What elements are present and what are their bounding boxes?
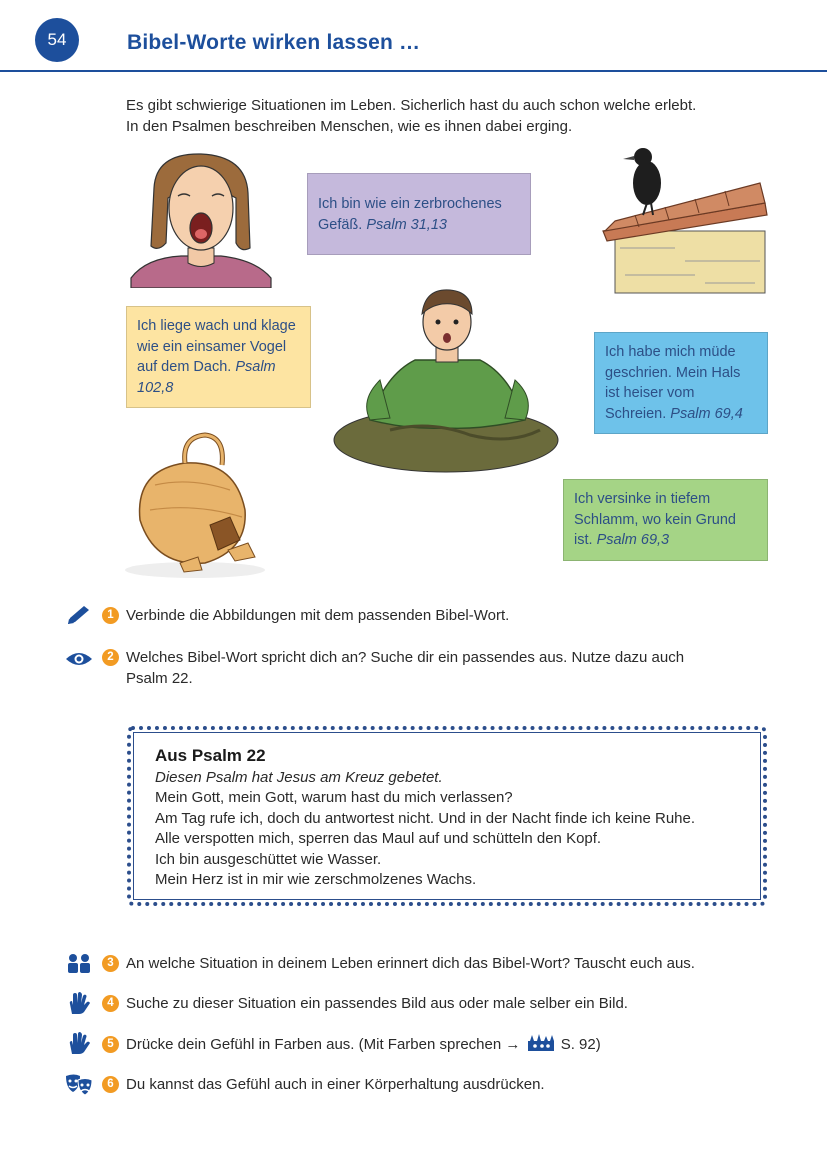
eye-icon [64,647,94,671]
intro-text [126,95,766,137]
quote-box-mud [563,479,768,561]
task-2-text: Welches Bibel-Wort spricht dich an? Suche dir ein passendes aus. Nutze dazu auch Psalm 22. [126,649,685,687]
hand-icon [64,992,94,1016]
quote-text: Ich liege wach und klage wie ein einsamer Vogel auf dem Dach. [137,318,296,375]
man-in-mud-illustration [330,280,562,475]
psalm-intro: Diesen Psalm hat Jesus am Kreuz gebetet. [155,768,443,786]
bird-on-roof-illustration [595,143,770,298]
task-number: 5 [102,1036,119,1053]
task-number: 6 [102,1076,119,1093]
quote-reference: Psalm 31,13 [366,216,447,233]
task-1-text: Verbinde die Abbildungen mit dem passenden Bibel-Wort. [126,607,510,624]
quote-reference: Psalm 102,8 [137,359,276,396]
pair-icon [64,952,94,976]
screaming-girl-illustration [126,148,276,288]
task-6-text: Du kannst das Gefühl auch in einer Körperhaltung ausdrücken. [126,1076,545,1093]
psalm-line: Mein Herz ist in mir wie zerschmolzenes Wachs. [155,871,477,888]
quote-reference: Psalm 69,3 [596,532,670,548]
psalm-title: Aus Psalm 22 [155,746,266,765]
task-number: 1 [102,607,119,624]
task-4-text: Suche zu dieser Situation ein passendes Bild aus oder male selber ein Bild. [126,995,628,1012]
page-number: 54 [35,18,79,62]
header-rule [0,70,827,72]
psalm-line: Ich bin ausgeschüttet wie Wasser. [155,850,382,868]
task-number: 2 [102,649,119,666]
intro-line: In den Psalmen beschreiben Menschen, wie es ihnen dabei erging. [126,118,573,135]
task-5-text-before: Drücke dein Gefühl in Farben aus. (Mit Farben sprechen → [126,1036,521,1053]
quote-text: Ich habe mich müde geschrien. Mein Hals ist heiser vom Schreien. [605,344,741,422]
intro-line: Es gibt schwierige Situationen im Leben. Sicherlich hast du auch schon welche erlebt. [126,97,697,114]
quote-box-vessel [307,173,531,255]
quote-text: Ich versinke in tiefem Schlamm, wo kein Grund ist. [574,491,736,548]
psalm-line: Alle verspotten mich, sperren das Maul auf und schütteln den Kopf. [155,830,602,847]
paint-reference-icon [527,1034,555,1052]
task-number: 4 [102,995,119,1012]
hand-icon [64,1032,94,1056]
quote-text: Ich bin wie ein zerbrochenes Gefäß. [318,196,502,233]
masks-icon [64,1072,94,1096]
task-5-text-after: S. 92) [560,1036,601,1053]
pencil-icon [64,604,94,628]
psalm-22-box [127,726,767,906]
page-title: Bibel-Worte wirken lassen … [127,31,421,54]
task-3-text: An welche Situation in deinem Leben erinnert dich das Bibel-Wort? Tauscht euch aus. [126,955,695,972]
psalm-line: Am Tag rufe ich, doch du antwortest nicht. Und in der Nacht finde ich keine Ruhe. [155,809,696,827]
quote-box-bird [126,306,311,408]
broken-jug-illustration [110,425,270,585]
quote-box-hoarse [594,332,768,434]
quote-reference: Psalm 69,4 [670,405,743,422]
task-number: 3 [102,955,119,972]
psalm-line: Mein Gott, mein Gott, warum hast du mich verlassen? [155,789,513,806]
task-5-text [126,1034,746,1055]
